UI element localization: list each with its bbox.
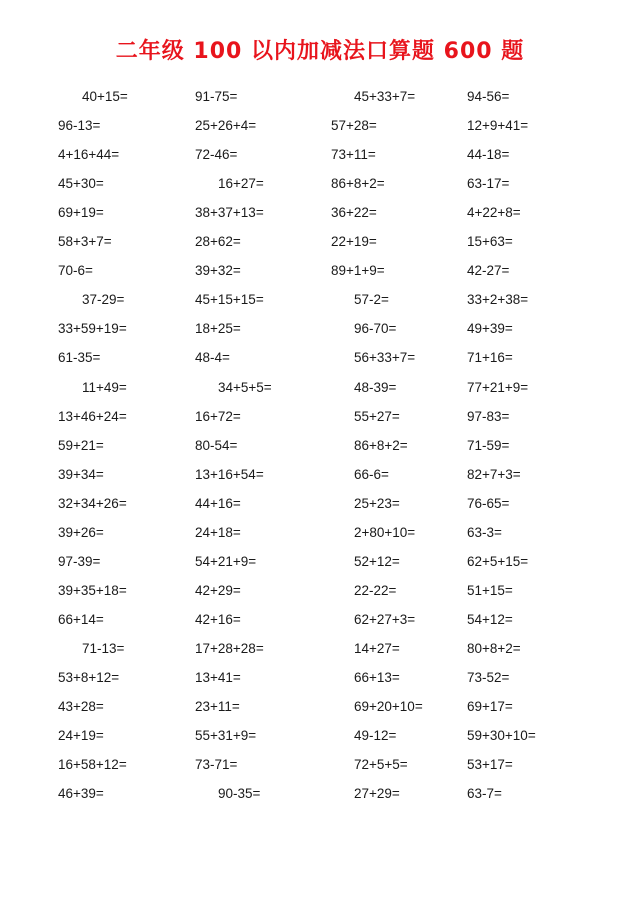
problem-r2-c2: 25+26+4= — [195, 118, 257, 133]
problem-r10-c1: 61-35= — [58, 350, 101, 365]
problem-r21-c4: 73-52= — [467, 670, 510, 685]
problem-r24-c1: 16+58+12= — [58, 757, 127, 772]
problem-r2-c1: 96-13= — [58, 118, 101, 133]
problem-r19-c2: 42+16= — [195, 612, 241, 627]
problem-r17-c2: 54+21+9= — [195, 554, 257, 569]
problem-r16-c4: 63-3= — [467, 525, 502, 540]
problem-r4-c3: 86+8+2= — [331, 176, 385, 191]
problem-r22-c2: 23+11= — [195, 699, 240, 714]
problem-r6-c2: 28+62= — [195, 234, 241, 249]
problem-r18-c1: 39+35+18= — [58, 583, 127, 598]
problem-r3-c1: 4+16+44= — [58, 147, 120, 162]
problem-r13-c2: 80-54= — [195, 438, 238, 453]
problem-r20-c1: 71-13= — [82, 641, 125, 656]
problem-r3-c3: 73+11= — [331, 147, 376, 162]
problem-r12-c1: 13+46+24= — [58, 409, 127, 424]
problem-r8-c4: 33+2+38= — [467, 292, 529, 307]
problem-r12-c4: 97-83= — [467, 409, 510, 424]
problem-r14-c3: 66-6= — [354, 467, 389, 482]
problem-r2-c4: 12+9+41= — [467, 118, 529, 133]
problem-r21-c2: 13+41= — [195, 670, 241, 685]
problem-r18-c4: 51+15= — [467, 583, 513, 598]
problem-r1-c4: 94-56= — [467, 89, 510, 104]
problem-r22-c4: 69+17= — [467, 699, 513, 714]
problem-r22-c1: 43+28= — [58, 699, 104, 714]
problem-r19-c1: 66+14= — [58, 612, 104, 627]
problem-r8-c3: 57-2= — [354, 292, 389, 307]
problem-r5-c3: 36+22= — [331, 205, 377, 220]
problem-r8-c1: 37-29= — [82, 292, 125, 307]
problem-r15-c2: 44+16= — [195, 496, 241, 511]
problem-r18-c3: 22-22= — [354, 583, 397, 598]
problem-r3-c2: 72-46= — [195, 147, 238, 162]
problem-r21-c1: 53+8+12= — [58, 670, 120, 685]
problem-r19-c3: 62+27+3= — [354, 612, 416, 627]
problem-r21-c3: 66+13= — [354, 670, 400, 685]
problem-r25-c3: 27+29= — [354, 786, 400, 801]
problem-r25-c1: 46+39= — [58, 786, 104, 801]
problem-r15-c4: 76-65= — [467, 496, 510, 511]
problem-r1-c3: 45+33+7= — [354, 89, 416, 104]
problem-r6-c4: 15+63= — [467, 234, 513, 249]
problem-r11-c4: 77+21+9= — [467, 380, 529, 395]
problem-r11-c1: 11+49= — [82, 380, 127, 395]
problem-r24-c2: 73-71= — [195, 757, 238, 772]
problem-r12-c3: 55+27= — [354, 409, 400, 424]
problem-r15-c3: 25+23= — [354, 496, 400, 511]
problem-r5-c2: 38+37+13= — [195, 205, 264, 220]
problem-r1-c1: 40+15= — [82, 89, 128, 104]
problem-r25-c4: 63-7= — [467, 786, 502, 801]
problem-r24-c4: 53+17= — [467, 757, 513, 772]
problem-r6-c1: 58+3+7= — [58, 234, 112, 249]
problem-r13-c3: 86+8+2= — [354, 438, 408, 453]
problem-r23-c2: 55+31+9= — [195, 728, 257, 743]
problem-r20-c2: 17+28+28= — [195, 641, 264, 656]
problem-r19-c4: 54+12= — [467, 612, 513, 627]
problem-r10-c4: 71+16= — [467, 350, 513, 365]
problem-r7-c4: 42-27= — [467, 263, 510, 278]
problem-r9-c2: 18+25= — [195, 321, 241, 336]
problem-r17-c1: 97-39= — [58, 554, 101, 569]
problem-r7-c2: 39+32= — [195, 263, 241, 278]
problem-r23-c4: 59+30+10= — [467, 728, 536, 743]
problem-r20-c4: 80+8+2= — [467, 641, 521, 656]
problem-r20-c3: 14+27= — [354, 641, 400, 656]
problem-r22-c3: 69+20+10= — [354, 699, 423, 714]
problem-r12-c2: 16+72= — [195, 409, 241, 424]
problem-r4-c4: 63-17= — [467, 176, 510, 191]
problem-r11-c2: 34+5+5= — [218, 380, 272, 395]
page-title: 二年级 100 以内加减法口算题 600 题 — [115, 39, 525, 64]
problem-r14-c2: 13+16+54= — [195, 467, 264, 482]
problem-r2-c3: 57+28= — [331, 118, 377, 133]
problem-r13-c1: 59+21= — [58, 438, 104, 453]
problem-r23-c3: 49-12= — [354, 728, 397, 743]
problem-r10-c2: 48-4= — [195, 350, 230, 365]
problem-r18-c2: 42+29= — [195, 583, 241, 598]
problem-r7-c3: 89+1+9= — [331, 263, 385, 278]
problem-r17-c4: 62+5+15= — [467, 554, 529, 569]
problem-r17-c3: 52+12= — [354, 554, 400, 569]
problem-r8-c2: 45+15+15= — [195, 292, 264, 307]
problem-r23-c1: 24+19= — [58, 728, 104, 743]
problem-r16-c1: 39+26= — [58, 525, 104, 540]
problem-r14-c4: 82+7+3= — [467, 467, 521, 482]
problem-r9-c4: 49+39= — [467, 321, 513, 336]
problem-r16-c3: 2+80+10= — [354, 525, 416, 540]
problem-r11-c3: 48-39= — [354, 380, 397, 395]
problem-r4-c1: 45+30= — [58, 176, 104, 191]
problem-r1-c2: 91-75= — [195, 89, 238, 104]
problem-r13-c4: 71-59= — [467, 438, 510, 453]
problem-r25-c2: 90-35= — [218, 786, 261, 801]
problem-r3-c4: 44-18= — [467, 147, 510, 162]
problem-r5-c4: 4+22+8= — [467, 205, 521, 220]
problem-r15-c1: 32+34+26= — [58, 496, 127, 511]
problem-r10-c3: 56+33+7= — [354, 350, 416, 365]
problem-r9-c3: 96-70= — [354, 321, 397, 336]
problem-r24-c3: 72+5+5= — [354, 757, 408, 772]
problem-r16-c2: 24+18= — [195, 525, 241, 540]
problem-r9-c1: 33+59+19= — [58, 321, 127, 336]
problem-r6-c3: 22+19= — [331, 234, 377, 249]
problem-r4-c2: 16+27= — [218, 176, 264, 191]
problem-r14-c1: 39+34= — [58, 467, 104, 482]
problem-r5-c1: 69+19= — [58, 205, 104, 220]
problem-r7-c1: 70-6= — [58, 263, 93, 278]
